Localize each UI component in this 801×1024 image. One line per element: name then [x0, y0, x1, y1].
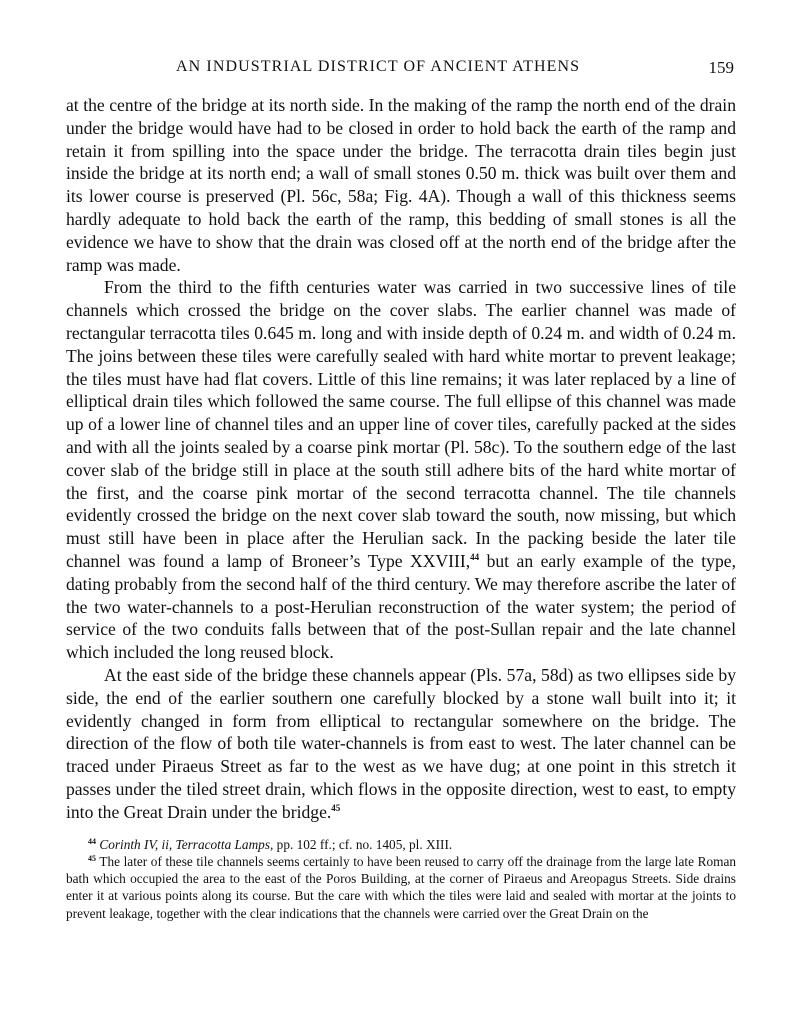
footnote-45-number: 45: [88, 853, 96, 863]
paragraph-1: at the centre of the bridge at its north side. In the making of the ramp the north end of the drain under the bridge would have had to be closed in order to hold back the earth of the ramp and retain it from spilling into the space under the bridge. The terracotta drain tiles begin just inside the bridge at its north end; a wall of small stones 0.50 m. thick was built over them and its lower course is preserved (Pl. 56c, 58a; Fig. 4A). Though a wall of this thickness seems hardly adequate to hold back the earth of the ramp, this bedding of small stones is all the evidence we have to show that the drain was closed off at the north end of the bridge after the ramp was made.: [66, 95, 736, 275]
paragraph-3: [66, 664, 736, 824]
footnote-ref-45[interactable]: 45: [331, 802, 341, 813]
page-number: 159: [708, 58, 734, 77]
running-title: AN INDUSTRIAL DISTRICT OF ANCIENT ATHENS: [176, 58, 581, 75]
running-header: [66, 58, 736, 84]
paragraph-2-part-b: but an early example of the type, dating probably from the second half of the third century. We may therefore ascribe the later of the two water-channels to a post-Herulian reconstruction of the water system; the period of service of the two conduits falls between that of the post-Sullan repair and the late channel which included the long reused block.: [66, 550, 736, 663]
main-text: [66, 94, 736, 824]
footnote-44-citation-rest: pp. 102 ff.; cf. no. 1405, pl. XIII.: [273, 836, 453, 852]
document-page: [66, 58, 736, 922]
paragraph-3-text: At the east side of the bridge these channels appear (Pls. 57a, 58d) as two ellipses side by side, the end of the earlier southern one carefully blocked by a stone wall built into it; it evidently changed in form from elliptical to rectangular somewhere on the bridge. The direction of the flow of both tile water-channels is from east to west. The later channel can be traced under Piraeus Street as far to the west as we have dug; at one point in this stretch it passes under the tiled street drain, which flows in the opposite direction, west to east, to empty into the Great Drain under the bridge.: [66, 664, 736, 822]
footnote-45: [66, 853, 736, 922]
footnote-44: [66, 836, 736, 853]
footnotes: [66, 836, 736, 922]
footnote-44-citation-title: Corinth IV, ii, Terracotta Lamps,: [99, 836, 274, 852]
footnote-45-text: The later of these tile channels seems certainly to have been reused to carry off the drainage from the large late Roman bath which occupied the area to the east of the Poros Building, at the corner of Piraeus and Areopagus Streets. Side drains enter it at various points along its course. But the care with which the tiles were laid and sealed with mortar at the joints to prevent leakage, together with the clear indications that the channels were carried over the Great Drain on the: [66, 853, 736, 921]
paragraph-2: [66, 276, 736, 664]
footnote-44-number: 44: [88, 836, 96, 846]
paragraph-2-part-a: From the third to the fifth centuries water was carried in two successive lines of tile channels which crossed the bridge on the cover slabs. The earlier channel was made of rectangular terracotta tiles 0.645 m. long and with inside depth of 0.24 m. and width of 0.24 m. The joins between these tiles were carefully sealed with hard white mortar to prevent leakage; the tiles must have had flat covers. Little of this line remains; it was later replaced by a line of elliptical drain tiles which followed the same course. The full ellipse of this channel was made up of a lower line of channel tiles and an upper line of cover tiles, carefully packed at the sides and with all the joints sealed by a coarse pink mortar (Pl. 58c). To the southern edge of the last cover slab of the bridge still in place at the south still adhere bits of the hard white mortar of the first, and the coarse pink mortar of the second terracotta channel. The tile channels evidently crossed the bridge on the next cover slab toward the south, now missing, but which must still have been in place after the Herulian sack. In the packing beside the later tile channel was found a lamp of Broneer’s Type XXVIII,: [66, 277, 736, 571]
footnote-ref-44[interactable]: 44: [470, 551, 480, 562]
